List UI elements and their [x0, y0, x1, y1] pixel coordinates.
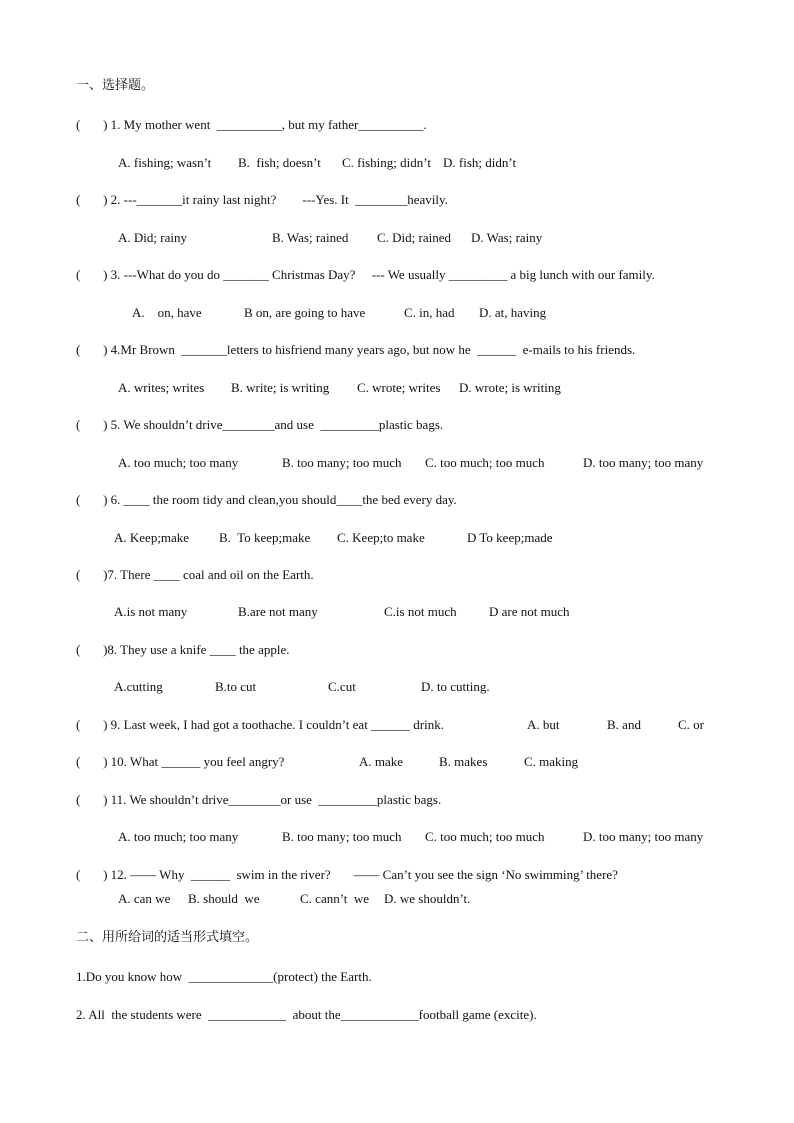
question-2-option-b: B. Was; rained	[272, 230, 349, 245]
question-12-stem: ( ) 12. —— Why ______ swim in the river? —— Can’t you see the sign ‘No swimming’ there?	[76, 867, 618, 882]
question-6-option-c: C. Keep;to make	[337, 530, 425, 545]
question-6-option-a: A. Keep;make	[114, 530, 190, 545]
question-6-stem: ( ) 6. ____ the room tidy and clean,you should____the bed every day.	[76, 492, 457, 507]
question-4-option-d: D. wrote; is writing	[459, 380, 561, 395]
question-4-option-a: A. writes; writes	[118, 380, 205, 395]
question-2-stem: ( ) 2. ---_______it rainy last night? ---Yes. It ________heavily.	[76, 192, 448, 207]
question-11-option-b: B. too many; too much	[282, 829, 402, 844]
question-5-option-a: A. too much; too many	[118, 455, 239, 470]
question-5-stem: ( ) 5. We shouldn’t drive________and use _________plastic bags.	[76, 417, 444, 432]
question-12-option-c: C. cann’t we	[300, 891, 370, 906]
question-3-option-b: B on, are going to have	[244, 305, 366, 320]
question-8-option-c: C.cut	[328, 679, 356, 694]
section-2-title: 二、用所给词的适当形式填空。	[76, 930, 259, 945]
question-7-option-b: B.are not many	[238, 604, 318, 619]
section-1-title: 一、选择题。	[76, 78, 155, 93]
question-10-stem: ( ) 10. What ______ you feel angry?	[76, 754, 285, 769]
question-10-option-a: A. make	[359, 754, 404, 769]
question-3-option-a: A. on, have	[132, 305, 202, 320]
question-5-option-c: C. too much; too much	[425, 455, 545, 470]
fill-in-item-1: 1.Do you know how _____________(protect) the Earth.	[76, 969, 372, 984]
question-9-stem: ( ) 9. Last week, I had got a toothache. I couldn’t eat ______ drink.	[76, 717, 444, 732]
question-2-option-a: A. Did; rainy	[118, 230, 187, 245]
question-1-stem: ( ) 1. My mother went __________, but my father__________.	[76, 117, 427, 132]
question-6-option-d: D To keep;made	[467, 530, 553, 545]
question-11-option-c: C. too much; too much	[425, 829, 545, 844]
question-3-stem: ( ) 3. ---What do you do _______ Christmas Day? --- We usually _________ a big lunch with our family.	[76, 267, 655, 282]
question-4-option-b: B. write; is writing	[231, 380, 330, 395]
question-1-option-a: A. fishing; wasn’t	[118, 155, 212, 170]
question-5-option-d: D. too many; too many	[583, 455, 704, 470]
question-9-option-a: A. but	[527, 717, 560, 732]
question-9-option-b: B. and	[607, 717, 641, 732]
question-3-option-d: D. at, having	[479, 305, 547, 320]
question-1-option-d: D. fish; didn’t	[443, 155, 517, 170]
question-2-option-d: D. Was; rainy	[471, 230, 543, 245]
question-12-option-d: D. we shouldn’t.	[384, 891, 471, 906]
question-12-option-a: A. can we	[118, 891, 171, 906]
question-11-option-a: A. too much; too many	[118, 829, 239, 844]
question-7-option-c: C.is not much	[384, 604, 457, 619]
question-8-option-b: B.to cut	[215, 679, 257, 694]
question-6-option-b: B. To keep;make	[219, 530, 311, 545]
question-11-option-d: D. too many; too many	[583, 829, 704, 844]
question-7-stem: ( )7. There ____ coal and oil on the Earth.	[76, 567, 314, 582]
question-2-option-c: C. Did; rained	[377, 230, 452, 245]
question-7-option-d: D are not much	[489, 604, 570, 619]
question-10-option-b: B. makes	[439, 754, 488, 769]
question-1-option-b: B. fish; doesn’t	[238, 155, 321, 170]
question-4-stem: ( ) 4.Mr Brown _______letters to hisfriend many years ago, but now he ______ e-mails to his friends.	[76, 342, 636, 357]
question-7-option-a: A.is not many	[114, 604, 188, 619]
question-9-option-c: C. or	[678, 717, 704, 732]
question-11-stem: ( ) 11. We shouldn’t drive________or use _________plastic bags.	[76, 792, 442, 807]
question-12-option-b: B. should we	[188, 891, 260, 906]
question-10-option-c: C. making	[524, 754, 579, 769]
question-8-option-d: D. to cutting.	[421, 679, 490, 694]
question-8-option-a: A.cutting	[114, 679, 163, 694]
question-5-option-b: B. too many; too much	[282, 455, 402, 470]
question-4-option-c: C. wrote; writes	[357, 380, 441, 395]
question-8-stem: ( )8. They use a knife ____ the apple.	[76, 642, 290, 657]
fill-in-item-2: 2. All the students were ____________ about the____________football game (excite).	[76, 1007, 537, 1022]
question-3-option-c: C. in, had	[404, 305, 455, 320]
question-1-option-c: C. fishing; didn’t	[342, 155, 431, 170]
